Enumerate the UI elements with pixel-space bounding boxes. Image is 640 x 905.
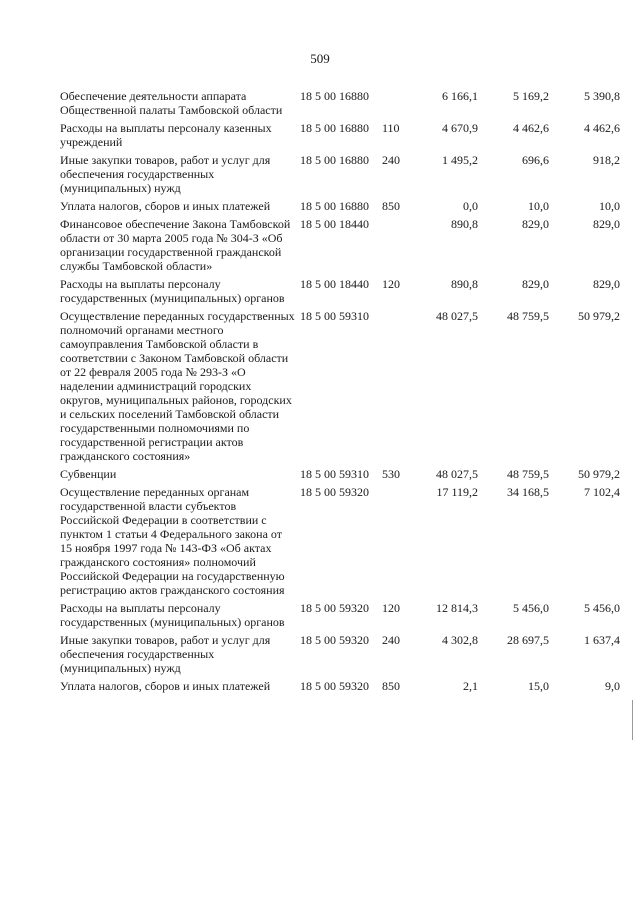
amount-year-3: 5 390,8 [584,89,620,103]
amount-year-3: 10,0 [599,199,620,213]
row-name: Осуществление переданных государственных полномочий органами местного самоуправления Тамбовской области в соответствии с Законом Тамбовской области от 22 февраля 2005 года № 293-З «О наделении администраций городских округов, муниципальных районов, городских и сельских поселений Тамбовской области государственными полномочиями по государственной регистрации актов гражданского состояния» [60,309,295,463]
target-code: 18 5 00 16880 [300,153,369,167]
row-name: Субвенции [60,467,117,481]
amount-year-3: 50 979,2 [578,309,620,323]
table-row [60,633,620,679]
expense-type-code: 240 [382,153,400,167]
page-number: 509 [310,51,330,66]
amount-year-2: 5 456,0 [513,601,549,615]
target-code: 18 5 00 16880 [300,199,369,213]
amount-year-3: 829,0 [593,217,620,231]
row-code [300,217,406,277]
table-row [60,467,620,485]
amount-year-1: 2,1 [463,679,478,693]
amount-year-1: 4 302,8 [442,633,478,647]
expense-type-code: 240 [382,633,400,647]
amount-year-1: 0,0 [463,199,478,213]
amount-year-1: 1 495,2 [442,153,478,167]
table-row [60,309,620,467]
target-code: 18 5 00 59320 [300,485,369,499]
row-name: Уплата налогов, сборов и иных платежей [60,679,271,693]
row-code [300,121,406,153]
amount-year-2: 829,0 [522,217,549,231]
amount-year-1: 890,8 [451,217,478,231]
row-name: Иные закупки товаров, работ и услуг для обеспечения государственных (муниципальных) нужд [60,633,271,675]
row-code [300,199,406,217]
row-code [300,679,406,697]
row-name: Финансовое обеспечение Закона Тамбовской области от 30 марта 2005 года № 304-З «Об организации государственной гражданской службы Тамбовской области» [60,217,291,273]
amount-year-2: 829,0 [522,277,549,291]
amount-year-2: 10,0 [528,199,549,213]
target-code: 18 5 00 59320 [300,633,369,647]
amount-year-2: 48 759,5 [507,309,549,323]
row-code [300,277,406,309]
amount-year-2: 34 168,5 [507,485,549,499]
table-body [60,89,620,697]
target-code: 18 5 00 59320 [300,679,369,693]
row-code [300,633,406,679]
row-code [300,601,406,633]
amount-year-1: 6 166,1 [442,89,478,103]
table-row [60,485,620,601]
amount-year-1: 890,8 [451,277,478,291]
table-row [60,217,620,277]
expense-type-code: 120 [382,277,400,291]
amount-year-2: 48 759,5 [507,467,549,481]
row-name: Расходы на выплаты персоналу казенных учреждений [60,121,272,149]
target-code: 18 5 00 16880 [300,89,369,103]
table-row [60,153,620,199]
row-name: Расходы на выплаты персоналу государственных (муниципальных) органов [60,601,285,629]
amount-year-1: 4 670,9 [442,121,478,135]
amount-year-2: 4 462,6 [513,121,549,135]
expense-type-code: 120 [382,601,400,615]
target-code: 18 5 00 59320 [300,601,369,615]
table-row [60,199,620,217]
table-row [60,679,620,697]
amount-year-1: 17 119,2 [436,485,478,499]
target-code: 18 5 00 18440 [300,217,369,231]
amount-year-3: 9,0 [605,679,620,693]
target-code: 18 5 00 16880 [300,121,369,135]
amount-year-1: 12 814,3 [436,601,478,615]
amount-year-3: 918,2 [593,153,620,167]
amount-year-2: 5 169,2 [513,89,549,103]
row-code [300,153,406,199]
amount-year-3: 4 462,6 [584,121,620,135]
amount-year-1: 48 027,5 [436,467,478,481]
amount-year-1: 48 027,5 [436,309,478,323]
expense-type-code: 850 [382,199,400,213]
amount-year-3: 5 456,0 [584,601,620,615]
amount-year-2: 15,0 [528,679,549,693]
row-code [300,467,406,485]
amount-year-3: 50 979,2 [578,467,620,481]
row-code [300,309,406,467]
target-code: 18 5 00 59310 [300,309,369,323]
row-name: Осуществление переданных органам государственной власти субъектов Российской Федерации в соответствии с пунктом 1 статьи 4 Федерального закона от 15 ноября 1997 года № 143-ФЗ «Об актах гражданского состояния» полномочий Российской Федерации на государственную регистрацию актов гражданского состояния [60,485,285,597]
expense-type-code: 850 [382,679,400,693]
amount-year-3: 7 102,4 [584,485,620,499]
amount-year-2: 28 697,5 [507,633,549,647]
row-name: Уплата налогов, сборов и иных платежей [60,199,271,213]
table-row [60,89,620,121]
row-code [300,89,406,121]
row-name: Расходы на выплаты персоналу государственных (муниципальных) органов [60,277,285,305]
table-row [60,121,620,153]
expense-type-code: 110 [382,121,400,135]
row-code [300,485,406,601]
expense-type-code: 530 [382,467,400,481]
target-code: 18 5 00 18440 [300,277,369,291]
table-row [60,601,620,633]
row-name: Обеспечение деятельности аппарата Общественной палаты Тамбовской области [60,89,283,117]
table-row [60,277,620,309]
amount-year-2: 696,6 [522,153,549,167]
row-name: Иные закупки товаров, работ и услуг для обеспечения государственных (муниципальных) нужд [60,153,271,195]
target-code: 18 5 00 59310 [300,467,369,481]
budget-table [60,89,620,697]
scan-edge-mark [632,700,633,740]
amount-year-3: 1 637,4 [584,633,620,647]
amount-year-3: 829,0 [593,277,620,291]
